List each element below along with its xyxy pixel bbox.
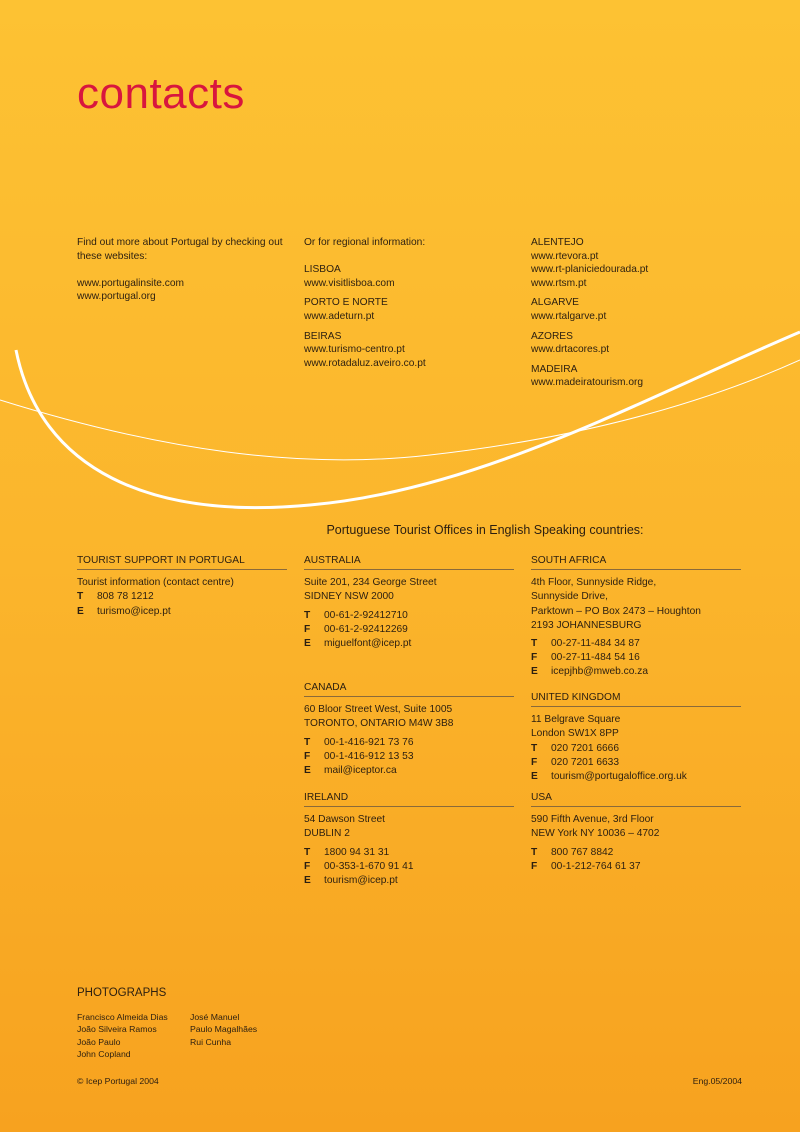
website-link[interactable]: www.visitlisboa.com <box>304 277 395 289</box>
office-address-line: 54 Dawson Street <box>304 814 385 826</box>
office-address-line: 2193 JOHANNESBURG <box>531 619 642 631</box>
website-link[interactable]: www.madeiratourism.org <box>531 377 644 389</box>
fax-number: 00-61-2-92412269 <box>324 623 408 635</box>
offices-heading: Portuguese Tourist Offices in English Speaking countries: <box>326 523 644 537</box>
regional-column-2 <box>531 236 741 390</box>
email-link[interactable]: turismo@icep.pt <box>97 605 171 617</box>
contact-key: F <box>531 652 538 664</box>
region-name: PORTO E NORTE <box>304 297 388 309</box>
office-name: USA <box>531 791 741 807</box>
photo-credits-column-2 <box>190 1011 257 1048</box>
contact-key: E <box>304 765 311 777</box>
website-link[interactable]: www.portugal.org <box>77 291 156 303</box>
phone-number[interactable]: 800 767 8842 <box>551 846 614 858</box>
contact-key: E <box>77 605 84 617</box>
copyright-notice: © Icep Portugal 2004 <box>77 1076 159 1086</box>
photographer-name: Paulo Magalhães <box>190 1024 258 1035</box>
website-link[interactable]: www.adeturn.pt <box>304 310 375 322</box>
office-name: SOUTH AFRICA <box>531 554 741 570</box>
fax-number: 00-1-416-912 13 53 <box>324 750 414 762</box>
website-link[interactable]: www.portugalinsite.com <box>77 277 185 289</box>
contact-key: T <box>531 638 538 650</box>
website-link[interactable]: www.rt-planiciedourada.pt <box>531 264 649 276</box>
contact-row-fax <box>304 860 514 874</box>
office-canada <box>304 681 514 778</box>
office-australia <box>304 554 514 651</box>
contact-row-email <box>531 770 741 784</box>
phone-number[interactable]: 808 78 1212 <box>97 591 154 603</box>
contact-key: E <box>531 771 538 783</box>
photographs-heading: PHOTOGRAPHS <box>77 987 167 999</box>
contact-key: T <box>304 609 311 621</box>
regional-intro: Or for regional information: <box>304 237 426 248</box>
office-address-line: 11 Belgrave Square <box>531 714 621 726</box>
contact-key: E <box>531 666 538 678</box>
office-name: AUSTRALIA <box>304 554 514 570</box>
contact-row-email <box>304 637 514 651</box>
contact-key: E <box>304 638 311 650</box>
email-link[interactable]: miguelfont@icep.pt <box>324 638 412 650</box>
office-name: IRELAND <box>304 791 514 807</box>
contact-row-phone <box>531 742 741 756</box>
office-usa <box>531 791 741 874</box>
page-title: contacts <box>77 69 245 118</box>
region-name: ALGARVE <box>531 297 579 309</box>
office-ireland <box>304 791 514 888</box>
email-link[interactable]: tourism@icep.pt <box>324 875 398 887</box>
phone-number[interactable]: 00-1-416-921 73 76 <box>324 736 414 748</box>
office-address-line: Parktown – PO Box 2473 – Houghton <box>531 605 701 617</box>
contact-key: T <box>304 736 311 748</box>
contact-key: T <box>531 846 538 858</box>
region-name: AZORES <box>531 330 573 342</box>
photographer-name: João Paulo <box>77 1036 121 1047</box>
fax-number: 00-1-212-764 61 37 <box>551 860 641 872</box>
intro-text: Find out more about Portugal by checking out these websites: <box>77 237 283 262</box>
email-link[interactable]: mail@iceptor.ca <box>324 765 397 777</box>
office-address-line: DUBLIN 2 <box>304 828 350 840</box>
office-name: UNITED KINGDOM <box>531 691 741 707</box>
office-address-line: London SW1X 8PP <box>531 728 619 740</box>
website-link[interactable]: www.rotadaluz.aveiro.co.pt <box>304 357 426 369</box>
contact-row-email <box>304 874 514 888</box>
website-link[interactable]: www.rtalgarve.pt <box>531 310 607 322</box>
fax-number: 020 7201 6633 <box>551 756 619 768</box>
office-address-line: 590 Fifth Avenue, 3rd Floor <box>531 814 654 826</box>
office-address-line: 4th Floor, Sunnyside Ridge, <box>531 577 657 589</box>
contact-key: F <box>304 623 311 635</box>
phone-number[interactable]: 00-61-2-92412710 <box>324 609 408 621</box>
contact-key: T <box>77 591 84 603</box>
office-united-kingdom <box>531 691 741 784</box>
contact-row-phone <box>531 846 741 860</box>
office-address-line: NEW York NY 10036 – 4702 <box>531 828 660 840</box>
contact-key: F <box>304 750 311 762</box>
contact-row-phone <box>304 736 514 750</box>
contact-row-phone <box>77 590 287 604</box>
office-name: TOURIST SUPPORT IN PORTUGAL <box>77 554 287 570</box>
contact-row-phone <box>531 637 741 651</box>
contact-key: F <box>304 860 311 872</box>
office-address-line: TORONTO, ONTARIO M4W 3B8 <box>304 718 454 730</box>
email-link[interactable]: icepjhb@mweb.co.za <box>551 666 648 678</box>
phone-number[interactable]: 020 7201 6666 <box>551 742 619 754</box>
regional-column-1 <box>304 236 514 370</box>
office-address-line: Sunnyside Drive, <box>531 591 609 603</box>
office-address-line: Suite 201, 234 George Street <box>304 577 437 589</box>
contact-row-email <box>531 665 741 679</box>
contact-row-fax <box>531 651 741 665</box>
contact-row-fax <box>304 750 514 764</box>
office-address-line: Tourist information (contact centre) <box>77 577 234 589</box>
website-link[interactable]: www.drtacores.pt <box>531 344 610 356</box>
contact-row-fax <box>531 860 741 874</box>
photographer-name: John Copland <box>77 1048 131 1059</box>
contact-key: T <box>304 846 311 858</box>
photo-credits-column-1 <box>77 1011 168 1060</box>
website-link[interactable]: www.turismo-centro.pt <box>304 344 405 356</box>
contact-row-email <box>304 764 514 778</box>
website-link[interactable]: www.rtsm.pt <box>531 277 587 289</box>
contact-row-fax <box>531 756 741 770</box>
office-support <box>77 554 287 619</box>
office-address-line: SIDNEY NSW 2000 <box>304 591 394 603</box>
contact-row-fax <box>304 623 514 637</box>
region-name: MADEIRA <box>531 363 578 375</box>
contact-key: F <box>531 860 538 872</box>
photographer-name: Francisco Almeida Dias <box>77 1012 168 1022</box>
contact-row-phone <box>304 846 514 860</box>
contact-key: F <box>531 756 538 768</box>
intro-column <box>77 236 287 304</box>
office-south-africa <box>531 554 741 680</box>
office-address-line: 60 Bloor Street West, Suite 1005 <box>304 704 453 716</box>
photographer-name: Rui Cunha <box>190 1036 232 1047</box>
phone-number[interactable]: 1800 94 31 31 <box>324 846 390 858</box>
contact-row-phone <box>304 609 514 623</box>
website-link[interactable]: www.rtevora.pt <box>531 250 599 262</box>
office-name: CANADA <box>304 681 514 697</box>
photographer-name: João Silveira Ramos <box>77 1024 157 1035</box>
region-name: ALENTEJO <box>531 237 584 248</box>
fax-number: 00-353-1-670 91 41 <box>324 860 414 872</box>
region-name: LISBOA <box>304 264 341 276</box>
contact-row-email <box>77 605 287 619</box>
fax-number: 00-27-11-484 54 16 <box>551 652 640 664</box>
email-link[interactable]: tourism@portugaloffice.org.uk <box>551 771 687 783</box>
phone-number[interactable]: 00-27-11-484 34 87 <box>551 638 640 650</box>
region-name: BEIRAS <box>304 330 342 342</box>
contact-key: T <box>531 742 538 754</box>
edition-code: Eng.05/2004 <box>692 1076 742 1086</box>
photographer-name: José Manuel <box>190 1012 240 1022</box>
contact-key: E <box>304 875 311 887</box>
